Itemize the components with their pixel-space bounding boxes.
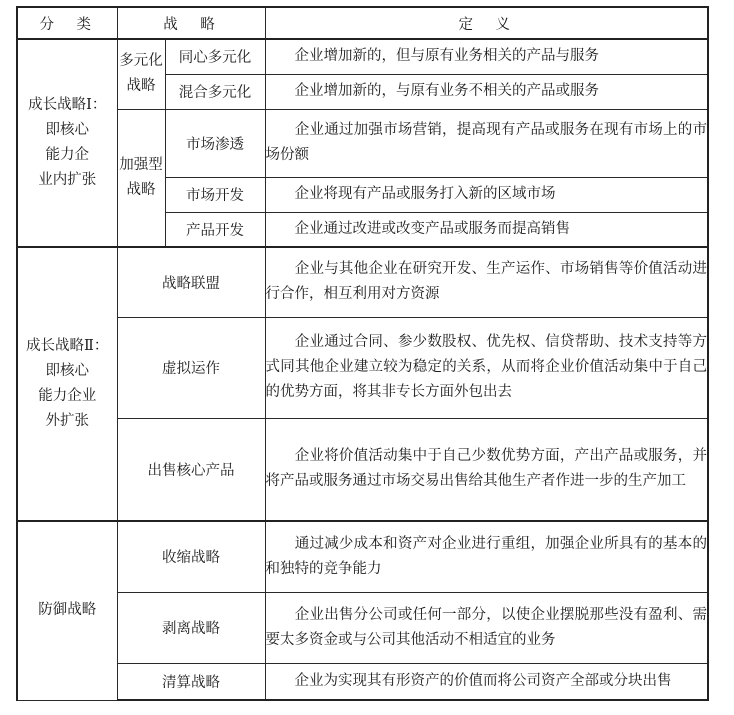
strategy-name: 市场渗透 — [165, 109, 265, 177]
strategy-definition: 企业将现有产品或服务打入新的区域市场 — [265, 177, 708, 212]
strategy-definition: 企业与其他企业在研究开发、生产运作、市场销售等价值活动进行合作，相互利用对方资源 — [265, 247, 708, 317]
header-strategy: 战 略 — [117, 7, 265, 39]
strategy-definition: 通过减少成本和资产对企业进行重组，加强企业所具有的基本的和独特的竞争能力 — [265, 521, 708, 592]
table-row — [17, 418, 708, 521]
strategy-definition: 企业通过加强市场营销，提高现有产品或服务在现有市场上的市场份额 — [265, 109, 708, 177]
table-row — [17, 39, 708, 74]
subcategory-diversification: 多元化 战略 — [117, 39, 165, 109]
table-row — [17, 109, 708, 177]
header-definition: 定 义 — [265, 7, 708, 39]
strategy-name: 收缩战略 — [117, 521, 265, 592]
strategy-name: 市场开发 — [165, 177, 265, 212]
table-row — [17, 592, 708, 663]
strategy-name: 同心多元化 — [165, 39, 265, 74]
strategy-definition: 企业增加新的，与原有业务不相关的产品或服务 — [265, 74, 708, 109]
strategy-definition: 企业通过合同、参少数股权、优先权、信贷帮助、技术支持等方式同其他企业建立较为稳定的关系，从而将企业价值活动集中于自己的优势方面，将其非专长方面外包出去 — [265, 317, 708, 418]
subcategory-intensive: 加强型 战略 — [117, 109, 165, 247]
strategy-name: 出售核心产品 — [117, 418, 265, 521]
table-row — [17, 521, 708, 592]
strategy-name: 清算战略 — [117, 663, 265, 700]
strategy-definition: 企业为实现其有形资产的价值而将公司资产全部或分块出售 — [265, 663, 708, 700]
strategy-table — [16, 6, 709, 701]
strategy-name: 混合多元化 — [165, 74, 265, 109]
strategy-name: 产品开发 — [165, 212, 265, 247]
strategy-name: 战略联盟 — [117, 247, 265, 317]
category-growth-external: 成长战略Ⅱ： 即核心 能力企业 外扩张 — [17, 247, 117, 521]
strategy-definition: 企业出售分公司或任何一部分，以使企业摆脱那些没有盈利、需要太多资金或与公司其他活动不相适宜的业务 — [265, 592, 708, 663]
strategy-definition: 企业通过改进或改变产品或服务而提高销售 — [265, 212, 708, 247]
strategy-definition: 企业将价值活动集中于自己少数优势方面，产出产品或服务，并将产品或服务通过市场交易出售给其他生产者作进一步的生产加工 — [265, 418, 708, 521]
strategy-name: 剥离战略 — [117, 592, 265, 663]
header-category: 分 类 — [17, 7, 117, 39]
table-row — [17, 663, 708, 700]
table-row — [17, 247, 708, 317]
category-growth-internal: 成长战略Ⅰ： 即核心 能力企 业内扩张 — [17, 39, 117, 247]
table-row — [17, 317, 708, 418]
strategy-definition: 企业增加新的，但与原有业务相关的产品与服务 — [265, 39, 708, 74]
header-row — [17, 7, 708, 39]
strategy-name: 虚拟运作 — [117, 317, 265, 418]
category-defense: 防御战略 — [17, 521, 117, 700]
